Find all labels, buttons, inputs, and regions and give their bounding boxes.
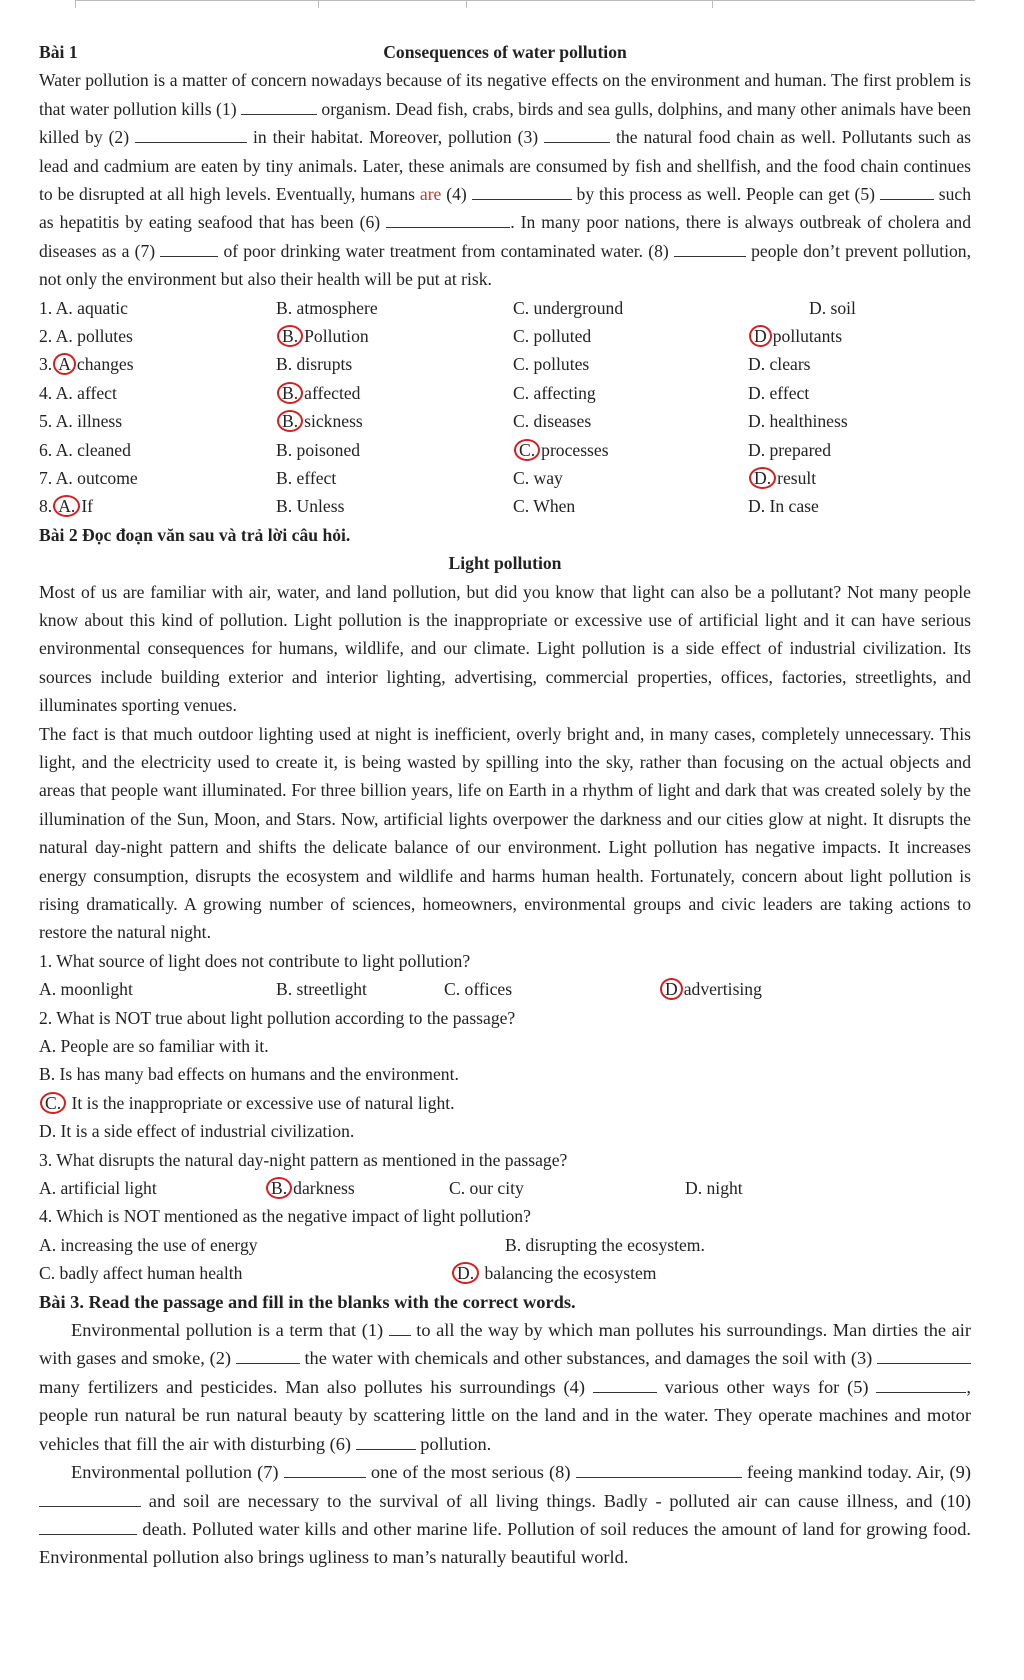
exercise-2-paragraph-2: The fact is that much outdoor lighting used at night is inefficient, overly bright and, in many cases, completely unnecessary. This light, and the electricity used to create it, is being wasted by spilling into the sky, rather than focusing on the actual objects and areas that people want illuminated. For three billion years, life on Earth in a rhythm of light and dark that was created solely by the illumination of the Sun, Moon, and Stars. Now, artificial lights overpower the darkness and our cities glow at night. It disrupts the natural day-night pattern and shifts the delicate balance of our environment. Light pollution has negative impacts. It increases energy consumption, disrupts the ecosystem and wildlife and harms human health. Fortunately, concern about light pollution is rising dramatically. A growing number of sciences, homeowners, environmental groups and civic leaders are taking actions to restore the natural night. [39, 723, 971, 943]
option-7a[interactable]: 7. A. outcome [39, 467, 138, 488]
option-2-1d[interactable]: D advertising [659, 975, 762, 1003]
option-8d[interactable]: D. In case [748, 496, 819, 517]
option-5b[interactable]: B. sickness [276, 407, 513, 435]
highlighted-word: are [419, 184, 442, 205]
blank-7 [160, 240, 218, 257]
exercise-3-paragraph-2: Environmental pollution (7) one of the most serious (8) feeing mankind today. Air, (9) and soil are necessary to the survival of all living things. Badly - polluted air can cause illness, and (10) death. Polluted water kills and other marine life. Pollution of soil reduces the amount of land for growing food. Environmental pollution also brings ugliness to man’s naturally beautiful world. [39, 1462, 971, 1568]
option-6d[interactable]: D. prepared [748, 439, 832, 460]
option-6c[interactable]: C. processes [513, 436, 748, 464]
blank-4 [472, 183, 572, 200]
table-border-fragment [75, 0, 975, 9]
document-page [39, 38, 971, 1572]
exercise-1-passage [39, 66, 971, 293]
blank-3 [544, 126, 610, 143]
option-2b[interactable]: B. Pollution [276, 322, 513, 350]
option-2-3b[interactable]: B. darkness [265, 1174, 449, 1202]
option-1c[interactable]: C. underground [513, 297, 624, 318]
exercise-2-title: Light pollution [448, 553, 562, 574]
passage-text: such as hepatitis by eating seafood that has been (6) [39, 184, 972, 233]
passage-text: of poor drinking water treatment from contaminated water. (8) [218, 240, 674, 261]
blank-3-8 [576, 1461, 742, 1478]
table-divider [75, 0, 76, 8]
option-3a[interactable]: 3. A changes [39, 354, 134, 375]
option-7c[interactable]: C. way [513, 467, 563, 488]
option-6a[interactable]: 6. A. cleaned [39, 439, 131, 460]
option-2-2c[interactable]: C. It is the inappropriate or excessive use of natural light. [39, 1089, 971, 1117]
blank-3-5 [876, 1376, 966, 1393]
passage-text: the natural food chain as well. Pollutants such as lead and cadmium are eaten by tiny animals. Later, these animals are consumed by fish and shellfish, and the food chain continues to be disrupted at all high levels. Eventually, humans [39, 127, 971, 205]
option-8a[interactable]: 8. A. If [39, 496, 94, 517]
option-2-2d[interactable]: D. It is a side effect of industrial civilization. [39, 1121, 355, 1142]
table-divider [712, 0, 713, 8]
blank-3-1 [389, 1319, 411, 1336]
option-2-2b[interactable]: B. Is has many bad effects on humans and the environment. [39, 1064, 459, 1085]
blank-5 [880, 183, 934, 200]
blank-3-3 [877, 1347, 971, 1364]
question-row [39, 1231, 971, 1259]
question-row [39, 294, 971, 322]
option-2-3a[interactable]: A. artificial light [39, 1178, 157, 1199]
blank-8 [674, 240, 746, 257]
passage-text: people don’t prevent pollution, not only the environment but also their health will be put at risk. [39, 240, 971, 290]
option-2-3c[interactable]: C. our city [449, 1178, 524, 1199]
exercise-3-paragraph-1: Environmental pollution is a term that (1) to all the way by which man pollutes his surroundings. Man dirties the air with gases and smoke, (2) the water with chemicals and other substances, and damages the soil with (3) many fertilizers and pesticides. Man also pollutes his surroundings (4) various other ways for (5) , people run natural be run natural beauty by scattering little on the land and in the water. They operate machines and motor vehicles that fill the air with disturbing (6) pollution. [39, 1320, 971, 1454]
blank-1 [241, 98, 317, 115]
question-text: 3. What disrupts the natural day-night pattern as mentioned in the passage? [39, 1149, 568, 1170]
option-2c[interactable]: C. polluted [513, 326, 592, 347]
question-row [39, 350, 971, 378]
option-2d[interactable]: D pollutants [748, 322, 842, 350]
option-2-4d[interactable]: D. balancing the ecosystem [451, 1259, 926, 1287]
option-5d[interactable]: D. healthiness [748, 411, 848, 432]
option-4c[interactable]: C. affecting [513, 382, 596, 403]
option-8c[interactable]: C. When [513, 496, 576, 517]
blank-6 [386, 211, 510, 228]
blank-2 [135, 126, 247, 143]
option-7d[interactable]: D. result [748, 464, 816, 492]
option-4b[interactable]: B. affected [276, 379, 513, 407]
exercise-3-heading: Bài 3. Read the passage and fill in the blanks with the correct words. [39, 1291, 576, 1312]
question-text: 1. What source of light does not contribute to light pollution? [39, 950, 471, 971]
option-1a[interactable]: 1. A. aquatic [39, 297, 128, 318]
option-4d[interactable]: D. effect [748, 382, 810, 403]
table-divider [318, 0, 319, 8]
question-row [39, 1174, 971, 1202]
question-row [39, 322, 971, 350]
exercise-2-heading: Bài 2 Đọc đoạn văn sau và trả lời câu hỏi. [39, 524, 351, 545]
option-6b[interactable]: B. poisoned [276, 439, 361, 460]
option-7b[interactable]: B. effect [276, 467, 337, 488]
table-divider [466, 0, 467, 8]
blank-3-9 [39, 1490, 141, 1507]
question-row [39, 492, 971, 520]
option-2-4c[interactable]: C. badly affect human health [39, 1263, 243, 1284]
question-row [39, 1259, 971, 1287]
exercise-1-options [39, 294, 971, 521]
passage-text: . In many poor nations, there is always outbreak of cholera and diseases as a (7) [39, 212, 971, 261]
option-2-1b[interactable]: B. streetlight [276, 979, 367, 1000]
exercise-1-label: Bài 1 [39, 42, 78, 62]
passage-text: in their habitat. Moreover, pollution (3) [247, 127, 545, 148]
option-3b[interactable]: B. disrupts [276, 354, 353, 375]
blank-3-10 [39, 1518, 137, 1535]
blank-3-6 [356, 1433, 416, 1450]
option-2-2a[interactable]: A. People are so familiar with it. [39, 1036, 269, 1057]
option-4a[interactable]: 4. A. affect [39, 382, 117, 403]
question-row [39, 975, 971, 1003]
exercise-2-paragraph-1: Most of us are familiar with air, water, and land pollution, but did you know that light can also be a pollutant? Not many people know about this kind of pollution. Light pollution is the inappropriate or excessive use of artificial light and it can have serious environmental consequences for humans, wildlife, and our climate. Light pollution is a side effect of industrial civilization. Its sources include building exterior and interior lighting, advertising, commercial properties, offices, factories, streetlights, and illuminates sporting venues. [39, 581, 971, 716]
exercise-1-title: Consequences of water pollution [383, 42, 627, 62]
option-2-4b[interactable]: B. disrupting the ecosystem. [505, 1234, 705, 1255]
blank-3-4 [593, 1376, 657, 1393]
question-row [39, 407, 971, 435]
question-row [39, 436, 971, 464]
option-3d[interactable]: D. clears [748, 354, 811, 375]
option-1b[interactable]: B. atmosphere [276, 297, 378, 318]
option-2-1c[interactable]: C. offices [444, 979, 513, 1000]
option-2-1a[interactable]: A. moonlight [39, 979, 133, 1000]
option-1d[interactable]: D. soil [809, 297, 856, 318]
passage-text: (4) [441, 184, 472, 205]
option-5c[interactable]: C. diseases [513, 411, 592, 432]
blank-3-2 [236, 1347, 300, 1364]
option-2-3d[interactable]: D. night [685, 1178, 743, 1199]
blank-3-7 [284, 1461, 366, 1478]
option-8b[interactable]: B. Unless [276, 496, 345, 517]
question-text: 4. Which is NOT mentioned as the negative impact of light pollution? [39, 1206, 531, 1227]
option-2-4a[interactable]: A. increasing the use of energy [39, 1234, 258, 1255]
passage-text: organism. Dead fish, crabs, birds and sea gulls, dolphins, and many other animals have been killed by (2) [39, 98, 971, 148]
option-5a[interactable]: 5. A. illness [39, 411, 123, 432]
passage-text: Water pollution is a matter of concern nowadays because of its negative effects on the environment and human. The first problem is that water pollution kills (1) [39, 70, 971, 119]
option-2a[interactable]: 2. A. pollutes [39, 326, 133, 347]
exercise-1-header [39, 38, 971, 66]
passage-text: by this process as well. People can get (5) [571, 184, 880, 205]
question-row [39, 464, 971, 492]
question-row [39, 379, 971, 407]
option-3c[interactable]: C. pollutes [513, 354, 590, 375]
question-text: 2. What is NOT true about light pollution according to the passage? [39, 1007, 516, 1028]
